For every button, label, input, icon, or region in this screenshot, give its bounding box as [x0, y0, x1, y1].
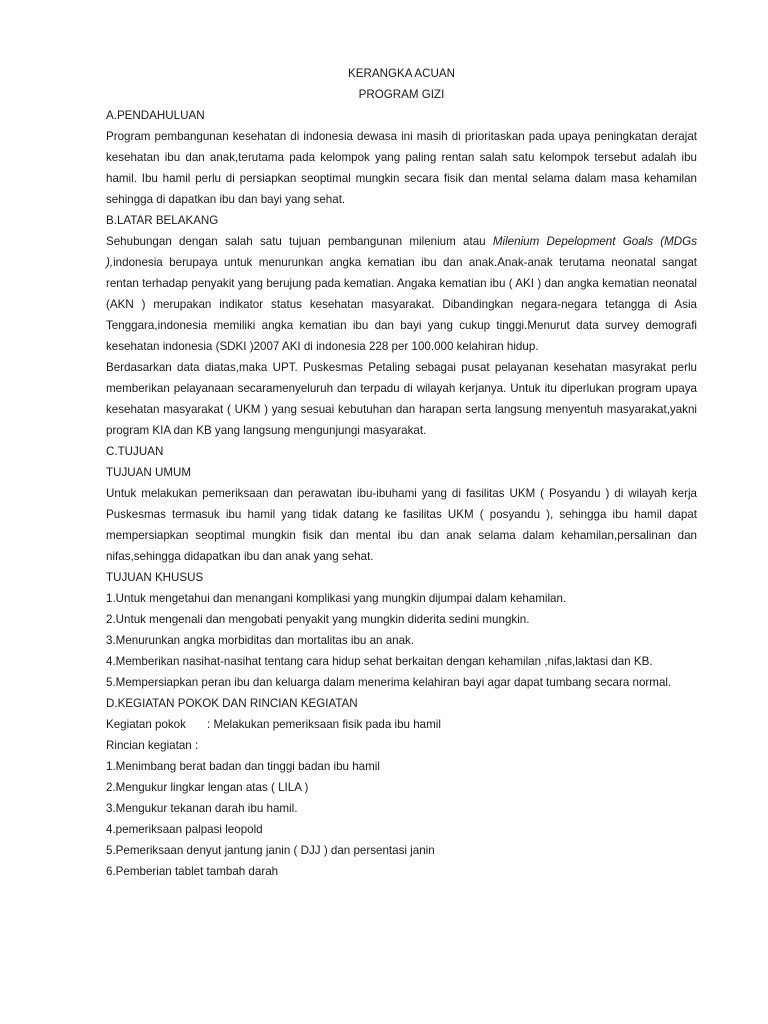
kegiatan-pokok-row [106, 714, 697, 735]
tujuan-khusus-list [106, 588, 697, 693]
document-title: KERANGKA ACUAN [348, 67, 455, 80]
list-item: 2.Mengukur lingkar lengan atas ( LILA ) [106, 781, 309, 794]
list-item: 1.Menimbang berat badan dan tinggi badan ibu hamil [106, 760, 380, 773]
section-b-p1-italic: Milenium Depelopment Goals (MDGs ), [106, 235, 697, 269]
section-b-p1-lead: Sehubungan dengan salah satu tujuan pembangunan milenium atau [106, 235, 493, 248]
list-item: 3.Menurunkan angka morbiditas dan mortalitas ibu an anak. [106, 634, 415, 647]
section-b-heading: B.LATAR BELAKANG [106, 214, 219, 227]
tujuan-umum-paragraph: Untuk melakukan pemeriksaan dan perawatan ibu-ibuhami yang di fasilitas UKM ( Posyandu ) di wilayah kerja Puskesmas termasuk ibu hamil yang tidak datang ke fasilitas UKM ( posyandu ), sehingga ibu hamil dapat mempersiapkan seoptimal mungkin fisik dan mental ibu dan anak selama dalam kehamilan,persalinan dan nifas,sehingga didapatkan ibu dan anak yang sehat. [106, 487, 697, 563]
list-item: 5.Mempersiapkan peran ibu dan keluarga dalam menerima kelahiran bayi agar dapat tumbang secara normal. [106, 676, 672, 689]
list-item: 6.Pemberian tablet tambah darah [106, 865, 279, 878]
rincian-kegiatan-list [106, 756, 697, 882]
section-a-heading: A.PENDAHULUAN [106, 109, 205, 122]
document-page [106, 63, 697, 882]
kegiatan-pokok-label: Kegiatan pokok [106, 718, 186, 731]
tujuan-khusus-heading: TUJUAN KHUSUS [106, 571, 204, 584]
list-item: 4.Memberikan nasihat-nasihat tentang cara hidup sehat berkaitan dengan kehamilan ,nifas,laktasi dan KB. [106, 655, 653, 668]
list-item: 3.Mengukur tekanan darah ibu hamil. [106, 802, 298, 815]
section-b-paragraph-1 [106, 231, 697, 357]
tujuan-umum-heading: TUJUAN UMUM [106, 466, 192, 479]
section-b-paragraph-2: Berdasarkan data diatas,maka UPT. Puskesmas Petaling sebagai pusat pelayanan kesehatan masyrakat perlu memberikan pelayanaan secaramenyeluruh dan terpadu di wilayah kerjanya. Untuk itu diperlukan program upaya kesehatan masyarakat ( UKM ) yang sesuai kebutuhan dan harapan serta langsung menyentuh masyarakat,yakni program KIA dan KB yang langsung mengunjungi masyarakat. [106, 361, 697, 437]
document-subtitle: PROGRAM GIZI [358, 88, 445, 101]
section-c-heading: C.TUJUAN [106, 445, 164, 458]
list-item: 4.pemeriksaan palpasi leopold [106, 823, 263, 836]
list-item: 2.Untuk mengenali dan mengobati penyakit yang mungkin diderita sedini mungkin. [106, 613, 530, 626]
section-a-paragraph: Program pembangunan kesehatan di indonesia dewasa ini masih di prioritaskan pada upaya peningkatan derajat kesehatan ibu dan anak,terutama pada kelompok yang paling rentan salah satu kelompok tersebut adalah ibu hamil. Ibu hamil perlu di persiapkan seoptimal mungkin secara fisik dan mental selama dalam masa kehamilan sehingga di dapatkan ibu dan bayi yang sehat. [106, 130, 697, 206]
section-b-p1-rest: indonesia berupaya untuk menurunkan angka kematian ibu dan anak.Anak-anak terutama neonatal sangat rentan terhadap penyakit yang berujung pada kematian. Angaka kematian ibu ( AKI ) dan angka kematian neonatal (AKN ) merupakan indikator status kesehatan masyarakat. Dibandingkan negara-negara tetangga di Asia Tenggara,indonesia memiliki angka kematian ibu dan bayi yang cukup tinggi.Menurut data survey demografi kesehatan indonesia (SDKI )2007 AKI di indonesia 228 per 100.000 kelahiran hidup. [106, 256, 697, 353]
list-item: 5.Pemeriksaan denyut jantung janin ( DJJ ) dan persentasi janin [106, 844, 435, 857]
list-item: 1.Untuk mengetahui dan menangani komplikasi yang mungkin dijumpai dalam kehamilan. [106, 592, 567, 605]
rincian-kegiatan-label: Rincian kegiatan : [106, 739, 199, 752]
kegiatan-pokok-value: : Melakukan pemeriksaan fisik pada ibu hamil [207, 718, 441, 731]
section-d-heading: D.KEGIATAN POKOK DAN RINCIAN KEGIATAN [106, 697, 358, 710]
